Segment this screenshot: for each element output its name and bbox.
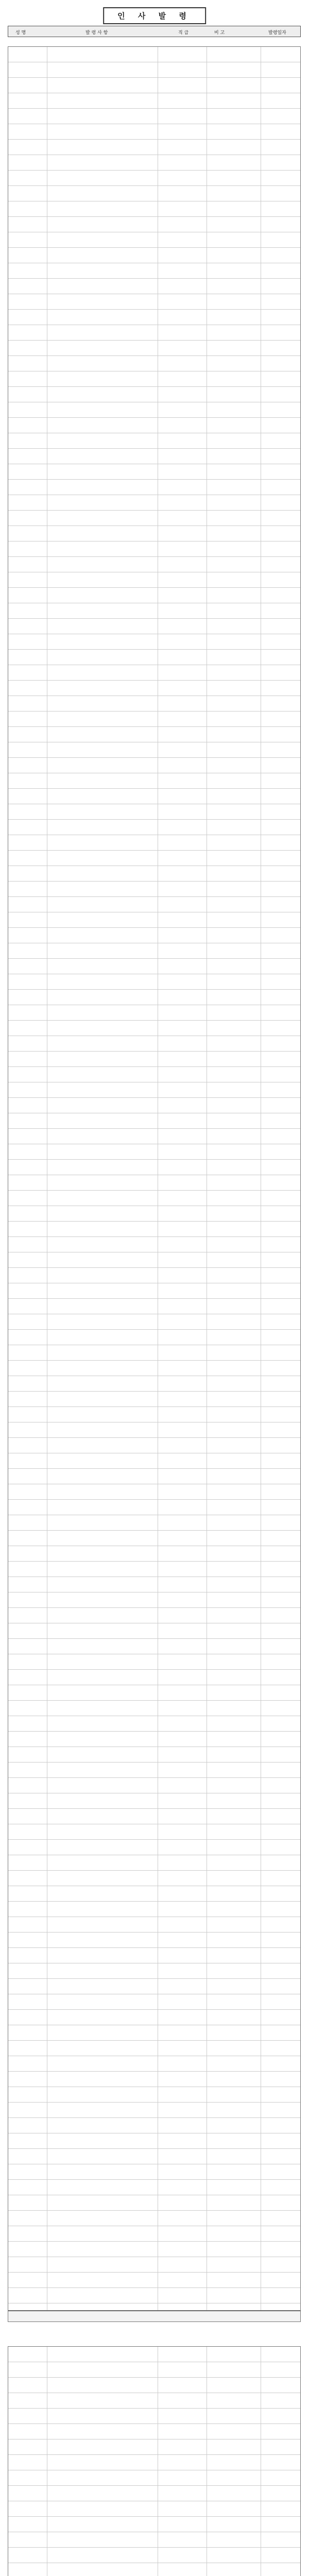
header-note: 비 고 (214, 30, 225, 36)
section-total (8, 2311, 301, 2322)
section-table (8, 2346, 301, 2576)
header-name: 성 명 (15, 30, 26, 36)
document-title: 인 사 발 령 (103, 7, 206, 24)
table-header (8, 26, 301, 37)
header-assignment: 발 령 사 항 (85, 30, 108, 36)
header-position: 직 급 (178, 30, 189, 36)
header-date: 발령일자 (268, 30, 286, 36)
section-table (8, 46, 301, 2311)
